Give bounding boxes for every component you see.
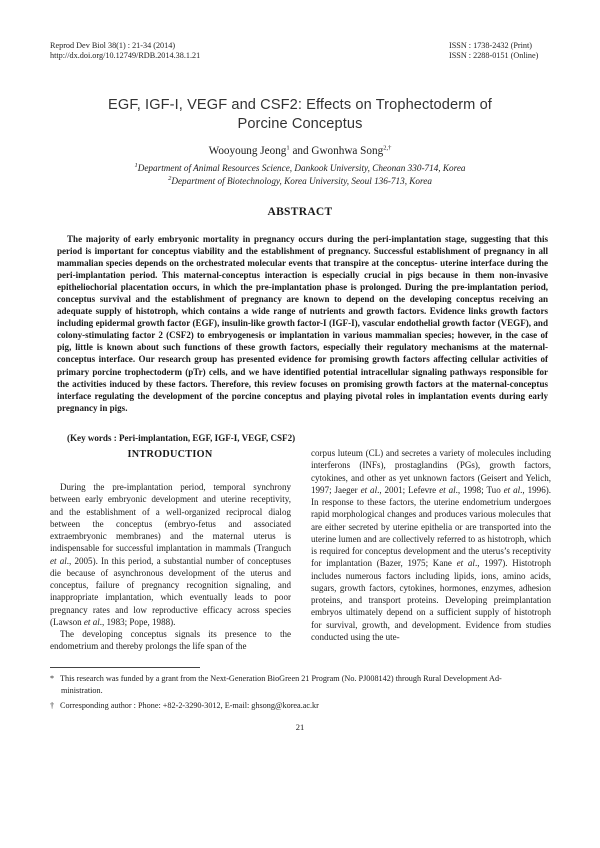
title-line-1: EGF, IGF-I, VEGF and CSF2: Effects on Trophectoderm of xyxy=(108,97,492,113)
affiliation-text: Department of Biotechnology, Korea University, Seoul 136-713, Korea xyxy=(171,176,432,186)
text-run-italic: et al xyxy=(50,555,67,566)
footnote-divider xyxy=(50,667,200,668)
footnote-corresponding xyxy=(50,700,552,712)
text-run: ., 1983; Pope, 1988). xyxy=(99,616,176,627)
journal-citation: Reprod Dev Biol 38(1) : 21-34 (2014) xyxy=(50,41,176,50)
issn-print: ISSN : 1738-2432 (Print) xyxy=(449,41,533,50)
affiliation-2 xyxy=(40,175,560,188)
abstract-heading: ABSTRACT xyxy=(267,206,333,218)
page-number: 21 xyxy=(295,722,305,732)
author-name: Gwonhwa Song xyxy=(311,145,384,157)
title-line-2: Porcine Conceptus xyxy=(237,116,363,132)
affiliations xyxy=(40,162,560,188)
doi-link[interactable]: http://dx.doi.org/10.12749/RDB.2014.38.1.21 xyxy=(50,51,201,60)
text-run-italic: et al xyxy=(83,616,100,627)
body-column-left xyxy=(50,481,291,653)
footnote-mark: * xyxy=(50,674,55,683)
author-joiner: and xyxy=(292,145,309,157)
affiliation-mark: 2 xyxy=(168,174,172,182)
affiliation-mark: 1 xyxy=(134,161,138,169)
footnote-mark: † xyxy=(50,701,55,710)
affiliation-1 xyxy=(40,162,560,175)
author-affiliation-mark: 2,† xyxy=(383,144,392,152)
footnote-text: Corresponding author : Phone: +82-2-3290-3012, E-mail: ghsong@korea.ac.kr xyxy=(60,701,319,710)
paragraph xyxy=(50,481,291,628)
text-run: During the pre-implantation period, temporal synchrony between early embryonic development and uterine receptivity, and the establishment of a well-organized reciprocal dialog between the conceptus (embryo-fetus and associated extraembryonic membranes) and the maternal uterus is indispensable for successful implantation in mammals (Tranguch xyxy=(50,482,291,554)
running-header-right xyxy=(449,41,549,61)
text-run-italic: et al xyxy=(503,484,521,495)
running-header-left xyxy=(50,41,200,61)
footnote-funding xyxy=(50,673,552,697)
text-run: ., 2001; Lefevre xyxy=(377,484,440,495)
footnote-text: ministration. xyxy=(61,686,103,695)
body-column-right xyxy=(311,447,551,643)
paragraph: The developing conceptus signals its presence to the endometrium and thereby prolongs the life span of the xyxy=(50,629,291,652)
text-run-italic: et al xyxy=(456,558,475,569)
footnote-text: This research was funded by a grant from the Next-Generation BioGreen 21 Program (No. PJ008142) through Rural Development Ad- xyxy=(60,674,502,683)
introduction-heading: INTRODUCTION xyxy=(127,449,213,460)
text-run: ., 1996). In response to these factors, the uterine endometrium undergoes rapid morphological changes and produces various molecules that are either secreted by uterine epithelia or are transported into the uterine lumen and are collectively referred to as histotroph, which is required for conceptus development and the uterus’s receptivity for implantation (Bazer, 1975; Kane xyxy=(311,484,551,569)
paragraph xyxy=(311,447,551,643)
text-run: ., 2005). In this period, a substantial number of conceptuses die because of asynchronous development of the uterus and conceptus, failure of pregnancy recognition signaling, and inappropriate implantation, which eventually leads to poor pregnancy rates and low reproductive efficacy across species (Lawson xyxy=(50,555,291,627)
author-affiliation-mark: 1 xyxy=(286,144,290,152)
text-run: corpus luteum (CL) and secretes a variety of molecules including interferons (INFs), prostaglandins (PGs), growth factors, cytokines, and other as yet unknown factors (Geisert and Yelich, 1997; Jaeger xyxy=(311,448,551,495)
paper-title xyxy=(40,96,560,134)
text-run-italic: et al xyxy=(439,484,456,495)
abstract-body: The majority of early embryonic mortality in pregnancy occurs during the peri-implantation stage, suggesting that this period is important for conceptus viability and the establishment of pregnancy. Successful establishment of pregnancy in all mammalian species depends on the orchestrated molecular events that transpire at the conceptus- uterine interface during the peri-implantation period. This maternal-conceptus interaction is especially crucial in pigs because in them non-invasive epitheliochorial placentation occurs, in which the pre-implantation phase is prolonged. During the pre-implantation period, conceptus survival and the establishment of pregnancy are known to depend on the developing conceptus receiving an adequate supply of histotroph, which contains a wide range of nutrients and growth factors. Evidence links growth factors including epidermal growth factor (EGF), insulin-like growth factor-I (IGF-I), vascular endothelial growth factor (VEGF), and colony-stimulating factor 2 (CSF2) to embryogenesis or implantation in various mammalian species; however, in the case of pig, little is known about such functions of these growth factors, especially their regulatory mechanisms at the maternal-conceptus interface. Our research group has presented evidence for promising growth factors affecting cellular activities of primary porcine trophectoderm (pTr) cells, and we have identified potential intracellular signaling pathways responsible for the activities induced by these factors. Therefore, this review focuses on promising growth factors at the maternal-conceptus interface regulating the development of the porcine conceptus and playing pivotal roles in implantation events during early pregnancy in pigs. xyxy=(57,234,548,413)
author-name: Wooyoung Jeong xyxy=(208,145,287,157)
keywords: (Key words : Peri-implantation, EGF, IGF-I, VEGF, CSF2) xyxy=(67,433,296,443)
text-run: ., 1997). Histotroph includes numerous factors including lipids, ions, amino acids, sugars, growth factors, cytokines, hormones, enzymes, adhesion proteins, and transport proteins. Developing preimplantation embryos ultimately depend on a sufficient supply of histotroph for survival, growth, and development. Evidence from studies conducted using the ute- xyxy=(311,558,551,642)
text-run: ., 1998; Tuo xyxy=(455,484,504,495)
text-run-italic: et al xyxy=(360,484,378,495)
issn-online: ISSN : 2288-0151 (Online) xyxy=(449,51,539,60)
author-list xyxy=(40,144,560,158)
affiliation-text: Department of Animal Resources Science, Dankook University, Cheonan 330-714, Korea xyxy=(137,163,466,173)
